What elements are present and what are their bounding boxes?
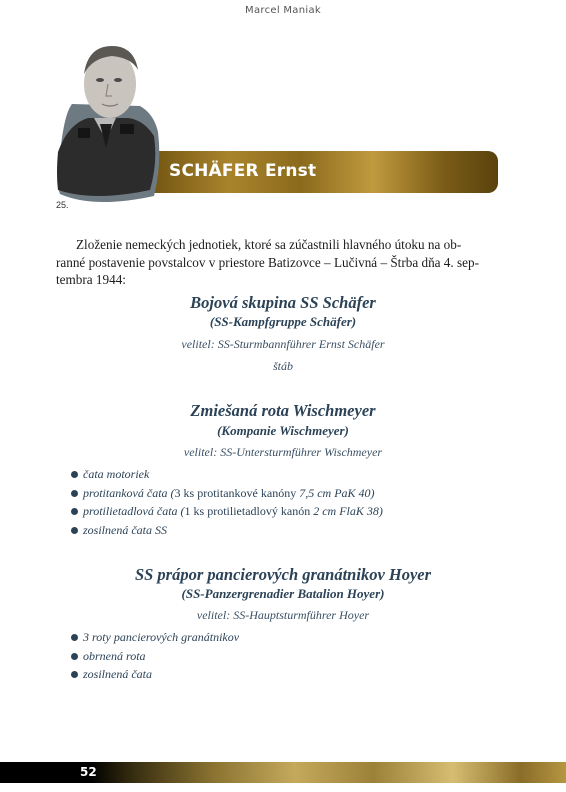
list-item: protitanková čata (3 ks protitankové kanóny 7,5 cm PaK 40) — [71, 484, 383, 503]
unit-commander: velitel: SS-Hauptsturmführer Hoyer — [196, 608, 370, 622]
unit-german-name: (SS-Panzergrenadier Batalion Hoyer) — [181, 586, 385, 601]
intro-line: Zloženie nemeckých jednotiek, ktoré sa zúčastnili hlavného útoku na ob- — [76, 237, 462, 252]
list-item: obrnená rota — [71, 647, 239, 666]
unit-component-list — [71, 465, 383, 539]
list-item: čata motoriek — [71, 465, 383, 484]
bullet-icon — [71, 653, 78, 660]
unit-german-name: (SS-Kampfgruppe Schäfer) — [209, 314, 357, 329]
unit-commander: velitel: SS-Untersturmführer Wischmeyer — [183, 445, 383, 459]
intro-line: tembra 1944: — [56, 272, 126, 287]
bullet-icon — [71, 490, 78, 497]
unit-heading: Zmiešaná rota Wischmeyer — [190, 401, 376, 420]
page-number: 52 — [80, 765, 97, 779]
bullet-icon — [71, 471, 78, 478]
footer-divider — [0, 783, 566, 792]
list-item: 3 roty pancierových granátnikov — [71, 628, 239, 647]
portrait-photo — [54, 44, 164, 210]
name-banner — [140, 151, 498, 193]
bullet-icon — [71, 508, 78, 515]
unit-staff: štáb — [272, 359, 293, 373]
unit-heading: SS prápor pancierových granátnikov Hoyer — [134, 565, 432, 584]
person-name: SCHÄFER Ernst — [169, 161, 317, 181]
list-item: zosilnená čata — [71, 665, 239, 684]
unit-component-list — [71, 628, 239, 684]
unit-german-name: (Kompanie Wischmeyer) — [217, 423, 349, 438]
list-item: protilietadlová čata (1 ks protilietadlový kanón 2 cm FlaK 38) — [71, 502, 383, 521]
intro-paragraph — [56, 236, 500, 289]
list-item: zosilnená čata SS — [71, 521, 383, 540]
bullet-icon — [71, 527, 78, 534]
unit-commander: velitel: SS-Sturmbannführer Ernst Schäfer — [181, 337, 385, 351]
intro-line: ranné postavenie povstalcov v priestore Batizovce – Lučivná – Štrba dňa 4. sep- — [56, 254, 479, 270]
bullet-icon — [71, 634, 78, 641]
bullet-icon — [71, 671, 78, 678]
author-header: Marcel Maniak — [245, 5, 321, 16]
photo-number: 25. — [56, 200, 69, 210]
unit-heading: Bojová skupina SS Schäfer — [190, 293, 376, 312]
